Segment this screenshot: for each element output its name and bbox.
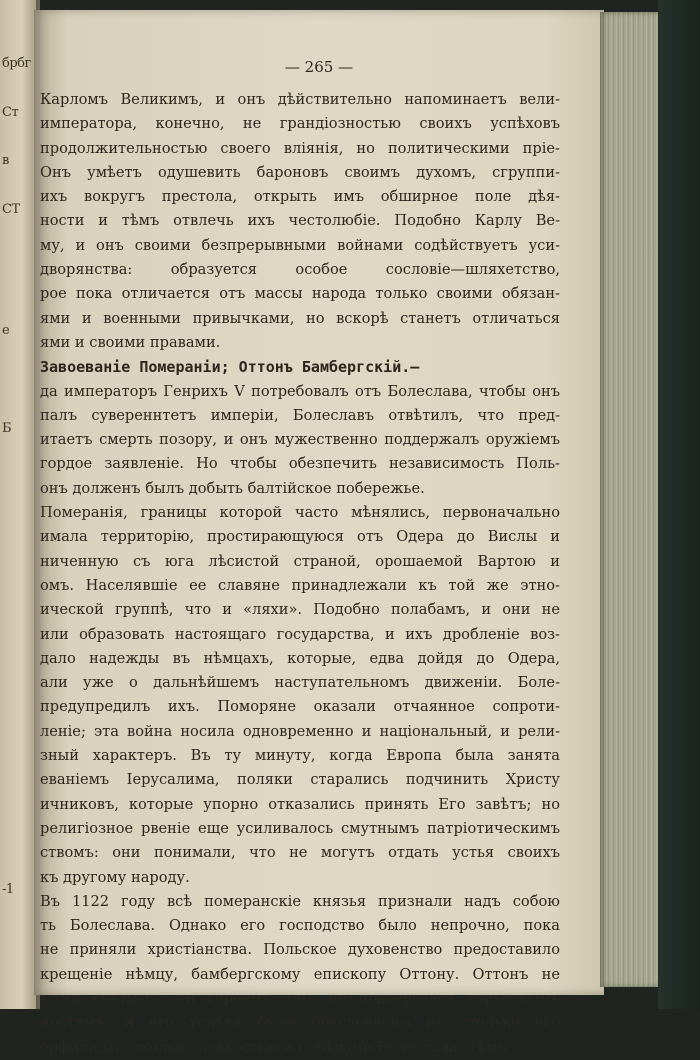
paragraph-3 [40,501,560,890]
text-line: палъ сувереннтетъ имперіи, Болеславъ отвѣтилъ, что пред- [40,406,560,424]
text-line: леніе; эта война носила одновременно и національный, и рели- [40,722,560,740]
text-line: къ другому народу. [40,868,190,886]
left-page-fragment: брбг [2,56,31,71]
text-line: продолжительностью своего вліянія, но политическими пріе- [40,139,560,157]
text-line: рое пока отличается отъ массы народа только своими обязан- [40,285,560,303]
left-page-fragment: в [2,153,9,169]
text-line: али уже о дальнѣйшемъ наступательномъ движеніи. Боле- [40,674,560,692]
text-line: крещеніе нѣмцу, бамбергскому епископу Оттону. Оттонъ не [40,965,560,983]
text-line: ями и своими правами. [40,333,221,351]
text-line: ической группѣ, что и «ляхи». Подобно полабамъ, и они не [40,601,560,619]
page-edges [600,12,660,987]
text-line: императора, конечно, не грандіозностью своихъ успѣховъ [40,115,560,133]
page-text [40,58,560,1060]
text-line: ствомъ: они понимали, что не могутъ отдать устья своихъ [40,844,560,862]
paragraph-1 [40,88,560,355]
text-line: гордое заявленіе. Но чтобы обезпечить независимость Поль- [40,455,560,473]
left-page-fragment: Б [2,420,12,436]
text-line: не приняли христіанства. Польское духовенство предоставило [40,941,560,959]
text-line: дало надежды въ нѣмцахъ, которые, едва дойдя до Одера, [40,649,560,667]
left-page-edge [0,0,36,1009]
text-line: ности и тѣмъ отвлечь ихъ честолюбіе. Подобно Карлу Ве- [40,212,560,230]
text-line: или образовать настоящаго государства, и ихъ дробленіе воз- [40,625,560,643]
text-line: Карломъ Великимъ, и онъ дѣйствительно напоминаетъ вели- [40,91,560,108]
text-line: Померанія, границы которой часто мѣнялись, первоначально [40,504,560,522]
text-line: орфичіемъ, сколько ловкостью и побѣдами Болеслава. Тѣмъ [40,1038,507,1056]
text-line: предупредилъ ихъ. Поморяне оказали отчаянное сопроти- [40,698,560,716]
text-line: Онъ умѣетъ одушевить бароновъ своимъ духомъ, сгруппи- [40,163,560,181]
text-line: ями и военными привычками, но вскорѣ станетъ отличаться [40,309,560,327]
text-line: религіозное рвеніе еще усиливалось смутнымъ патріотическимъ [40,819,560,837]
text-line: омъ. Населявшіе ее славяне принадлежали къ той же этно- [40,576,560,594]
text-line: му, и онъ своими безпрерывными войнами содѣйствуетъ уси- [40,236,560,254]
text-line: онъ долженъ былъ добыть балтійское побережье. [40,479,425,497]
book-cover [658,0,700,1009]
page-number: — 265 — [284,58,354,76]
text-line: итаетъ смерть позору, и онъ мужественно поддержалъ оружіемъ [40,431,560,449]
text-line: ъ ни святымъ, ни героемъ; онъ не подвергался серьезнымъ [40,989,560,1007]
paragraph-4 [40,890,560,1060]
left-page-fragment: -1 [2,882,14,898]
text-line: да императоръ Генрихъ V потребовалъ отъ Болеслава, чтобы онъ [40,382,560,400]
text-line: ичниковъ, которые упорно отказались принять Его завѣтъ; но [40,795,560,813]
left-page-fragment: СТ [2,201,20,217]
text-line: зный характеръ. Въ ту минуту, когда Европа была занята [40,747,560,765]
text-line: имала территорію, простирающуюся отъ Одера до Вислы и [40,528,560,546]
text-line: ихъ вокругъ престола, открыть имъ обширное поле дѣя- [40,188,560,206]
text-line: Въ 1122 году всѣ померанскіе князья признали надъ собою [40,892,560,910]
text-line: ть Болеслава. Однако его господство было непрочно, пока [40,917,560,935]
paragraph-2 [40,380,560,501]
left-page-fragment: е [2,323,10,339]
section-heading: Завоеваніе Помераніи; Оттонъ Бамбергскій.— [40,358,420,377]
text-line: дворянства: образуется особое сословіе—шляхетство, [40,261,560,279]
left-page-fragment: Ст [2,104,19,120]
text-line: еваніемъ Іерусалима, поляки старались подчинить Христу [40,771,560,789]
text-line: ностямъ, и его успѣхи были обусловлены не столько его [40,1014,560,1032]
text-line: ниченную съ юга лѣсистой страной, орошаемой Вартою и [40,552,560,570]
